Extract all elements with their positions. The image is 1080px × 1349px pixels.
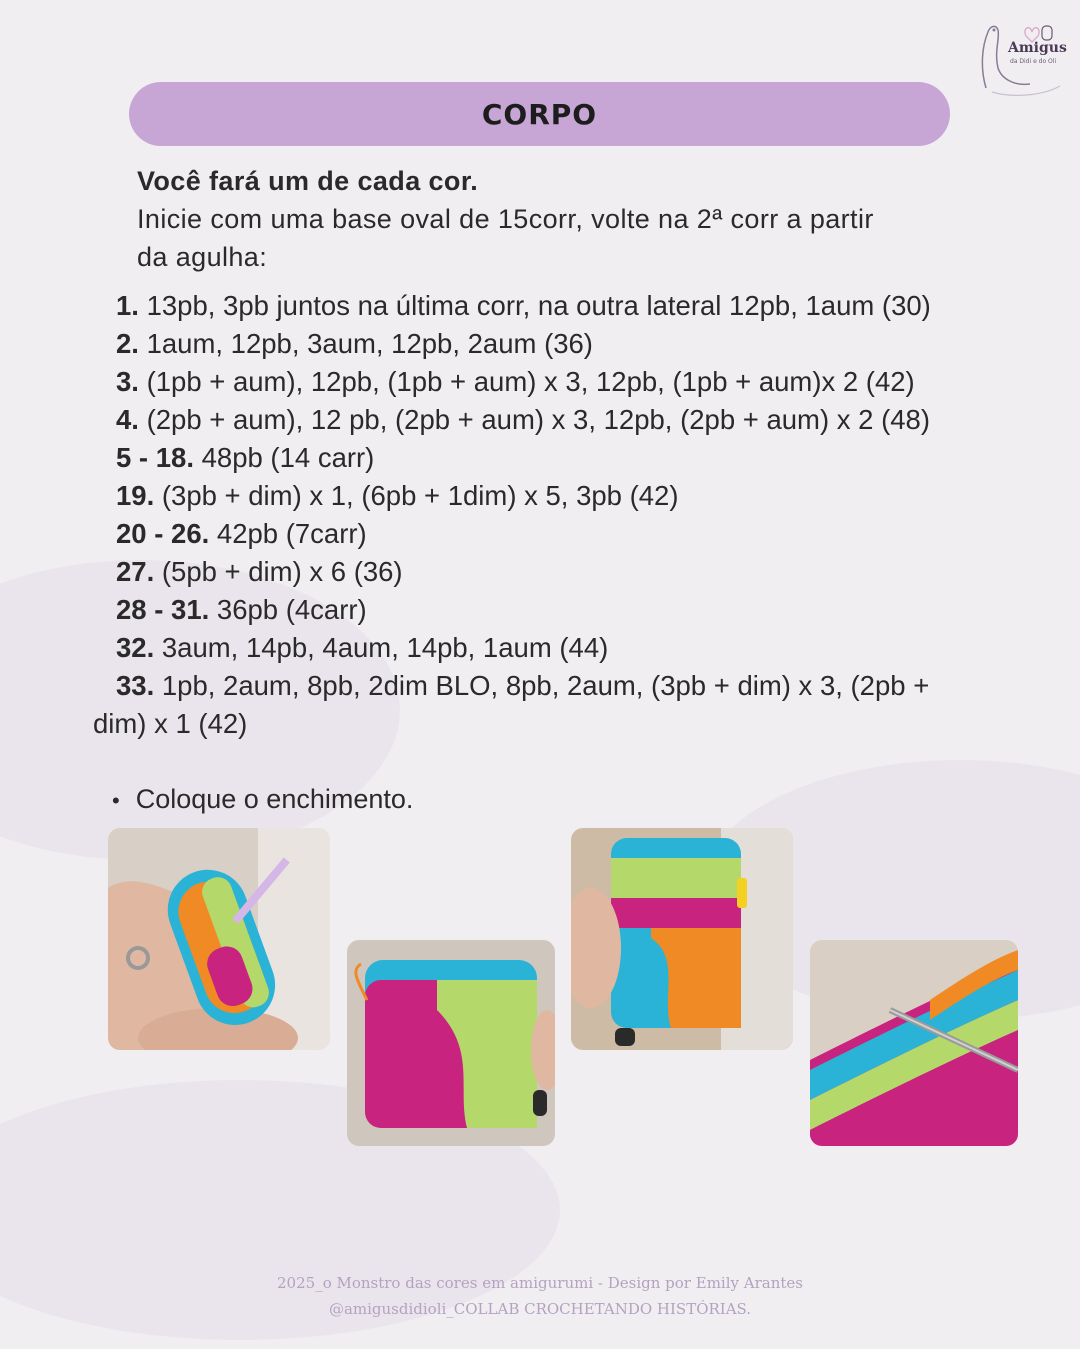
pattern-step xyxy=(93,629,993,667)
photo-flat-piece xyxy=(347,940,555,1146)
intro-bold-line: Você fará um de cada cor. xyxy=(137,166,479,196)
pattern-step xyxy=(93,553,993,591)
step-number: 4. xyxy=(116,404,139,435)
section-title: CORPO xyxy=(481,97,598,131)
footer-handle: @amigusdidioli_COLLAB CROCHETANDO HISTÓRIAS. xyxy=(328,1300,752,1318)
step-number: 33. xyxy=(116,670,155,701)
intro-line-1: Inicie com uma base oval de 15corr, volte na 2ª corr a partir xyxy=(137,204,874,234)
step-text: 3aum, 14pb, 4aum, 14pb, 1aum (44) xyxy=(154,632,609,663)
step-number: 27. xyxy=(116,556,155,587)
crochet-flat-piece-image xyxy=(347,940,555,1146)
crochet-body-tube-image xyxy=(571,828,793,1050)
bullet-icon: • xyxy=(112,788,120,813)
photo-body-tube xyxy=(571,828,793,1050)
intro-line-2: da agulha: xyxy=(137,242,268,272)
step-number: 28 - 31. xyxy=(116,594,210,625)
step-number: 19. xyxy=(116,480,155,511)
pattern-steps-list xyxy=(93,287,993,743)
step-continuation: dim) x 1 (42) xyxy=(93,708,248,739)
step-text: 48pb (14 carr) xyxy=(193,442,375,473)
step-text: 1pb, 2aum, 8pb, 2dim BLO, 8pb, 2aum, (3pb + dim) x 3, (2pb + xyxy=(154,670,930,701)
stuffing-note xyxy=(112,780,413,820)
pattern-step xyxy=(93,287,993,325)
step-number: 20 - 26. xyxy=(116,518,210,549)
crochet-oval-base-image xyxy=(108,828,330,1050)
step-text: 42pb (7carr) xyxy=(209,518,367,549)
step-number: 1. xyxy=(116,290,139,321)
stuffing-note-text: Coloque o enchimento. xyxy=(135,784,414,814)
pattern-step xyxy=(93,401,993,439)
logo-subtitle: da Didi e do Oli xyxy=(1010,58,1057,65)
logo-name: Amigus xyxy=(1008,40,1067,56)
pattern-step xyxy=(93,591,993,629)
step-text: (1pb + aum), 12pb, (1pb + aum) x 3, 12pb, (1pb + aum)x 2 (42) xyxy=(138,366,915,397)
step-number: 3. xyxy=(116,366,139,397)
step-number: 2. xyxy=(116,328,139,359)
pattern-step xyxy=(93,477,993,515)
step-text: (2pb + aum), 12 pb, (2pb + aum) x 3, 12pb, (2pb + aum) x 2 (48) xyxy=(138,404,930,435)
pattern-step xyxy=(93,325,993,363)
pattern-step xyxy=(93,667,993,705)
photo-oval-base xyxy=(108,828,330,1050)
photo-closing-round xyxy=(810,940,1018,1146)
step-text: (3pb + dim) x 1, (6pb + 1dim) x 5, 3pb (42) xyxy=(154,480,679,511)
step-text: 13pb, 3pb juntos na última corr, na outra lateral 12pb, 1aum (30) xyxy=(138,290,931,321)
footer-credits: 2025_o Monstro das cores em amigurumi - Design por Emily Arantes xyxy=(277,1274,803,1292)
step-text: (5pb + dim) x 6 (36) xyxy=(154,556,403,587)
pattern-step xyxy=(93,515,993,553)
step-text: 36pb (4carr) xyxy=(209,594,367,625)
step-text: 1aum, 12pb, 3aum, 12pb, 2aum (36) xyxy=(138,328,593,359)
intro-paragraph xyxy=(137,162,957,276)
step-number: 32. xyxy=(116,632,155,663)
pattern-step xyxy=(93,363,993,401)
crochet-closing-round-image xyxy=(810,940,1018,1146)
pattern-step xyxy=(93,439,993,477)
section-title-bar xyxy=(129,82,950,146)
step-number: 5 - 18. xyxy=(116,442,194,473)
